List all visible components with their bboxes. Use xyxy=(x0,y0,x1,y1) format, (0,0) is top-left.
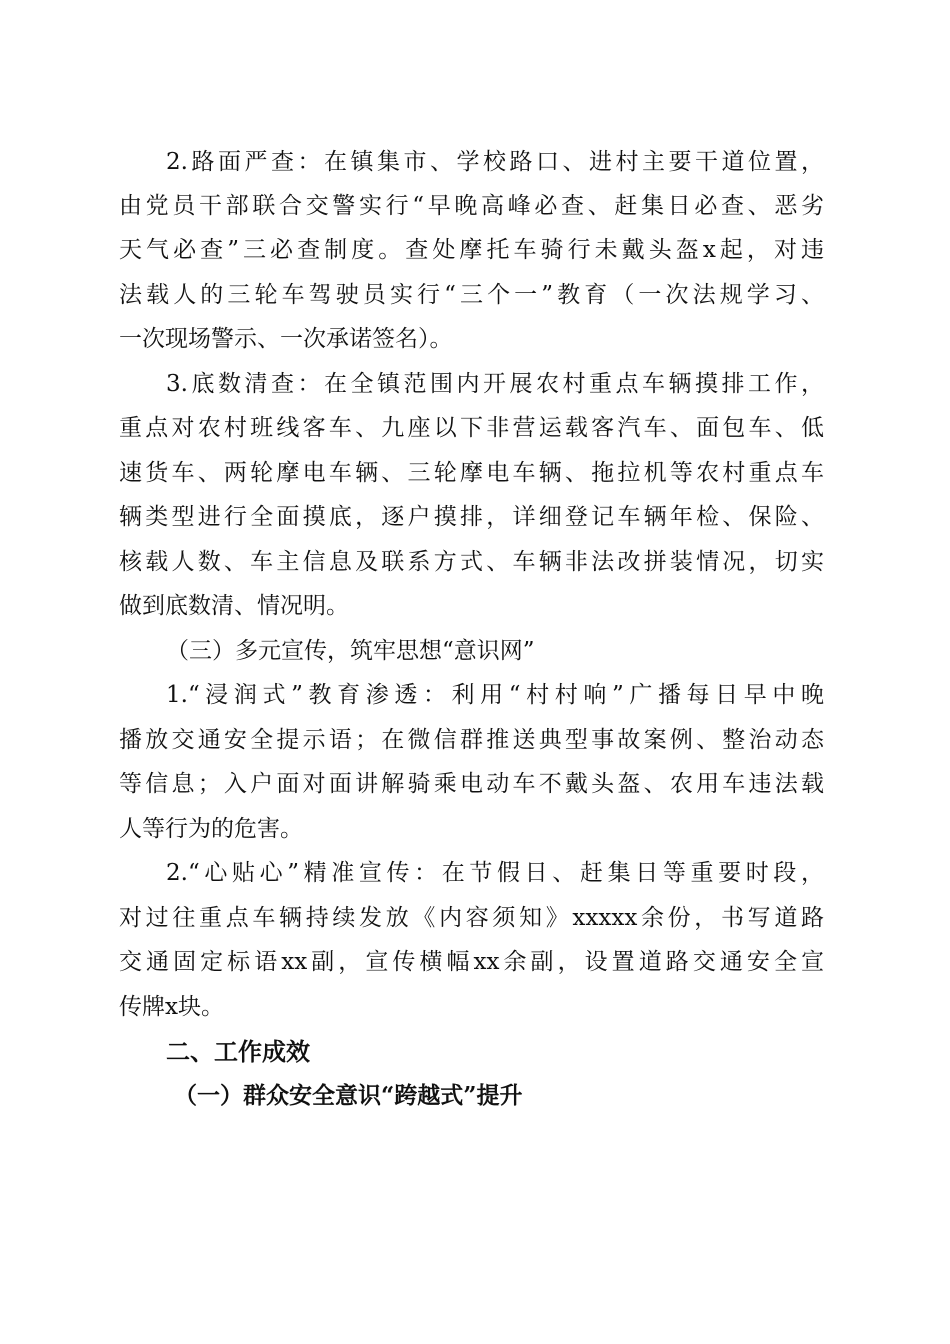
paragraph-line: 3.底数清查：在全镇范围内开展农村重点车辆摸排工作， xyxy=(166,371,824,397)
paragraph-line: 法载人的三轮车驾驶员实行“三个一”教育（一次法规学习、 xyxy=(119,282,824,308)
paragraph-line: 辆类型进行全面摸底，逐户摸排，详细登记车辆年检、保险、 xyxy=(119,504,824,530)
paragraph-line: 人等行为的危害。 xyxy=(119,816,303,842)
paragraph-line: 2.路面严查：在镇集市、学校路口、进村主要干道位置， xyxy=(166,149,824,175)
paragraph-line: 由党员干部联合交警实行“早晚高峰必查、赶集日必查、恶劣 xyxy=(119,193,824,219)
paragraph-line: 重点对农村班线客车、九座以下非营运载客汽车、面包车、低 xyxy=(119,415,824,441)
paragraph-line: 对过往重点车辆持续发放《内容须知》xxxxx余份，书写道路 xyxy=(119,905,824,931)
paragraph-line: 做到底数清、情况明。 xyxy=(119,593,349,619)
paragraph-line: 传牌x块。 xyxy=(119,994,224,1020)
paragraph-line: 核载人数、车主信息及联系方式、车辆非法改拼装情况，切实 xyxy=(119,549,824,575)
paragraph-line: 交通固定标语xx副，宣传横幅xx余副，设置道路交通安全宣 xyxy=(119,949,824,975)
paragraph-line: 2.“心贴心”精准宣传：在节假日、赶集日等重要时段， xyxy=(166,860,824,886)
paragraph-line: 1.“浸润式”教育渗透：利用“村村响”广播每日早中晚 xyxy=(166,682,824,708)
paragraph-line: 天气必查”三必查制度。查处摩托车骑行未戴头盔x起，对违 xyxy=(119,237,824,263)
subsection-heading: （一）群众安全意识“跨越式”提升 xyxy=(174,1082,523,1109)
paragraph-line: 播放交通安全提示语；在微信群推送典型事故案例、整治动态 xyxy=(119,727,824,753)
paragraph-line: 等信息；入户面对面讲解骑乘电动车不戴头盔、农用车违法载 xyxy=(119,771,824,797)
section-heading: 二、工作成效 xyxy=(166,1038,310,1066)
paragraph-line: 速货车、两轮摩电车辆、三轮摩电车辆、拖拉机等农村重点车 xyxy=(119,460,824,486)
subsection-heading: （三）多元宣传，筑牢思想“意识网” xyxy=(166,638,535,664)
paragraph-line: 一次现场警示、一次承诺签名）。 xyxy=(119,326,453,352)
